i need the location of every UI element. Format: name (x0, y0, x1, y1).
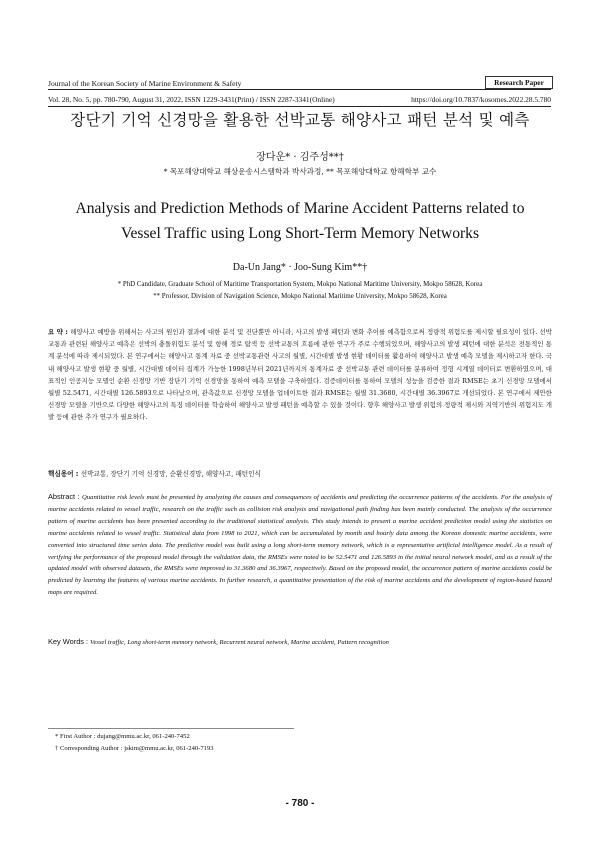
footnote-rule (48, 728, 294, 729)
volume-line: Vol. 28, No. 5, pp. 780-790, August 31, 2022, ISSN 1229-3431(Print) / ISSN 2287-3341(Online) (48, 95, 335, 104)
title-english (48, 196, 552, 246)
affiliation-english-1: * PhD Candidate, Graduate School of Maritime Transportation System, Mokpo National Maritime University, Mokpo 58628, Korea (117, 281, 483, 288)
footnote-first-author: * First Author : dujang@mmu.ac.kr, 061-240-7452 (55, 733, 190, 740)
affiliation-english-2: ** Professor, Division of Navigation Science, Mokpo National Maritime University, Mokpo 58628, Korea (153, 293, 447, 300)
title-english-line1: Analysis and Prediction Methods of Marine Accident Patterns related to (75, 200, 525, 217)
title-korean: 장단기 기억 신경망을 활용한 선박교통 해양사고 패턴 분석 및 예측 (70, 111, 530, 129)
header-rule-bottom (48, 106, 551, 107)
page-number: - 780 - (285, 798, 315, 809)
abstract-english-label: Abstract : (48, 492, 83, 501)
authors-english: Da-Un Jang* · Joo-Sung Kim**† (232, 262, 368, 273)
affiliation-korean: * 목포해양대학교 해상운송시스템학과 박사과정, ** 목포해양대학교 항해학부 교수 (163, 167, 437, 176)
keywords-english-label: Key Words : (48, 637, 91, 646)
abstract-korean (48, 326, 552, 424)
keywords-korean-label: 핵심용어 : (48, 470, 81, 478)
authors-korean: 장다운* · 김주성**† (256, 152, 344, 163)
doi-link[interactable]: https://doi.org/10.7837/kosomes.2022.28.5.780 (411, 95, 551, 104)
abstract-english-text: Quantitative risk levels must be presented by analyzing the causes and consequences of accidents and predicting the occurrence patterns of the accidents. For the analysis of marine accidents related to vessel traffic, research on the traffic such as collision risk analysis and navigational path finding has been mainly conducted. The analysis of the occurrence pattern of marine accidents has been presented according to the traditional statistical analysis. This study intends to present a marine accident prediction model using the statistics on marine accidents related to vessel traffic. Statistical data from 1998 to 2021, which can be accumulated by month and hourly data among the Korean domestic marine accidents, were converted into structured time series data. The predictive model was built using a long short-term memory network, which is a representative artificial intelligence model. As a result of verifying the performance of the proposed model through the validation data, the RMSEs were noted to be 52.5471 and 126.5893 in the initial neural network model, and as a result of the updated model with observed datasets, the RMSEs were improved to 31.3680 and 36.3967, respectively. Based on the proposed model, the occurrence pattern of marine accidents could be predicted by learning the features of various marine accidents. In further research, a quantitative presentation of the risk of marine accidents and the development of region-based hazard maps are required. (48, 494, 552, 597)
footnote-corresponding-author: † Corresponding Author : jskim@mmu.ac.kr, 061-240-7193 (55, 745, 214, 752)
abstract-korean-label: 요 약 : (48, 328, 71, 336)
title-english-line2: Vessel Traffic using Long Short-Term Memory Networks (120, 225, 480, 242)
keywords-korean-text: 선박교통, 장단기 기억 신경망, 순환신경망, 해양사고, 패턴인식 (80, 470, 261, 478)
abstract-korean-text: 해양사고 예방을 위해서는 사고의 원인과 결과에 대한 분석 및 진단뿐만 아니라, 사고의 발생 패턴과 변화 추이를 예측함으로써 정량적 위험도를 제시할 필요성이 있다. 선박교통과 관련된 해양사고 예측은 선박의 충돌위험도 분석 및 항해 경로 탐색 등 선박교통의 흐름에 관한 연구가 주로 수행되었으며, 해양사고의 발생 패턴에 대한 분석은 전통적인 통계 분석에 따라 제시되었다. 본 연구에서는 해양사고 통계 자료 중 선박교통관련 사고의 월별, 시간대별 발생 현황 데이터를 활용하여 해양사고 발생 예측 모델을 제시하고자 한다. 국내 해양사고 발생 현황 중 월별, 시간대별 데이터 집계가 가능한 1998년부터 2021년까지의 통계자료 중 선박교통 관련 데이터를 분류하여 정형 시계열 데이터로 변환하였으며, 대표적인 인공지능 모델인 순환 신경망 기반 장단기 기억 신경망을 통하여 예측 모델을 구축하였다. 검증데이터를 통하여 모델의 성능을 검증한 결과 RMSE는 초기 신경망 모델에서 월별 52.5471, 시간대별 126.5893으로 나타났으며, 관측값으로 신경망 모델을 업데이트한 결과 RMSE는 월별 31.3680, 시간대별 36.3967로 개선되었다. 본 연구에서 제안한 신경망 모델을 기반으로 다양한 해양사고의 특징 데이터를 학습하여 해양사고 발생 패턴을 예측할 수 있을 것이다. 향후 해양사고 발생 위험의 정량적 제시와 지역기반의 위험지도 개발 등에 관한 추가 연구가 필요하다. (48, 328, 552, 422)
journal-name: Journal of the Korean Society of Marine Environment & Safety (48, 79, 242, 88)
abstract-english (48, 491, 552, 599)
research-paper-badge: Research Paper (485, 76, 553, 89)
header-rule-top (48, 89, 551, 90)
keywords-english-text: Vessel traffic, Long short-term memory network, Recurrent neural network, Marine accident, Pattern recognition (90, 639, 389, 646)
keywords-english (48, 637, 389, 646)
keywords-korean (48, 468, 261, 478)
